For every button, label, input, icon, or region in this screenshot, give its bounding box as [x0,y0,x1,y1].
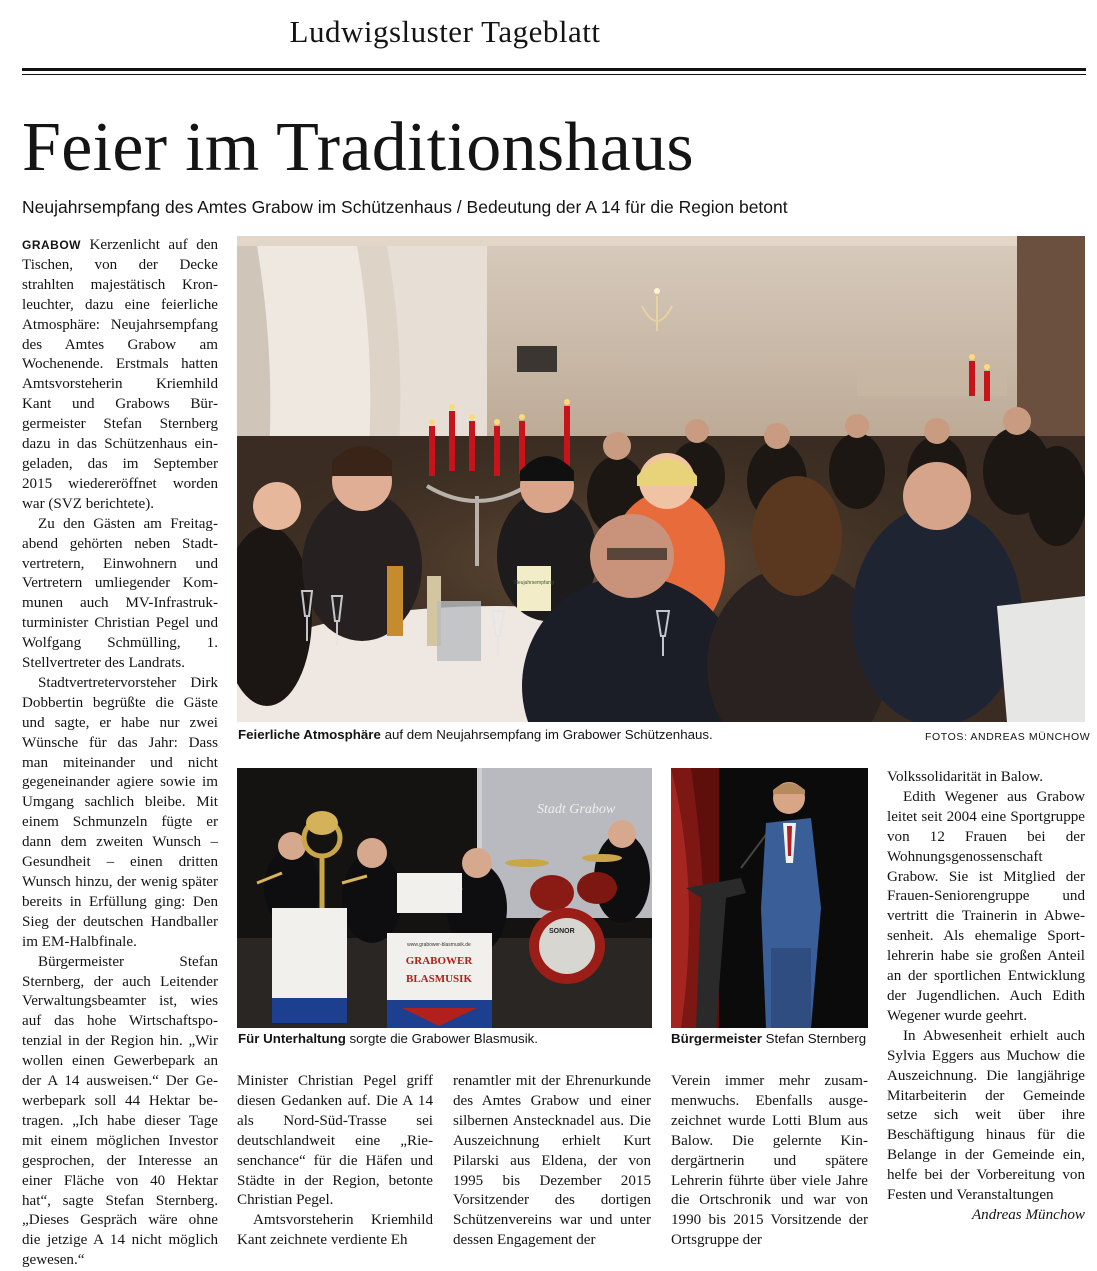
paragraph: GRABOW Kerzenlicht auf den Tischen, von der Decke strahlten majestätisch Kronleuchter, dazu eine feierliche Atmosphäre: Neujahrsempfang des Amtes Grabow am Wochenende. Erstmals hatten Amtsvorsteherin Kriemhild Kant und Grabows Bürgermeister Stefan Sternberg dazu in das Schützenhaus eingeladen, das im September 2015 wiedereröffnet worden war (SVZ berichtete). [22,237,218,512]
reception-image [237,236,1085,722]
photo-credit: FOTOS: ANDREAS MÜNCHOW [925,731,1091,743]
paragraph: Stadtvertretervorsteher Dirk Dobbertin begrüßte die Gäste und sagte, er habe nur zwei Wünsche für das Jahr: Dass man miteinander und nicht gegeneinander agiere sowie im Umgang sachlich bleibe. Mit einem Schmunzeln fügte er dann dem zweiten Wunsch – Gesundheit – einen dritten Wunsch hinzu, der wenig später bereits in Erfüllung ging: Den Sieg der deutschen Handballer im EM-Halbfinale. [22,674,218,950]
photo-caption-mayor: Bürgermeister Stefan Sternberg [671,1031,867,1046]
banner-text-bottom: BLASMUSIK [405,973,473,985]
paragraph: Verein immer mehr zusammenwuchs. Ebenfalls ausgezeichnet wurde Lotti Blum aus Balow. Die gelernte Kindergärtnerin und spätere Lehrerin führte über viele Jahre die Ortschronik und war von 1990 bis 2015 Vorsitzende der Ortsgruppe der [671,1073,868,1249]
article-column-4 [671,1072,868,1251]
banner-text-top: GRABOWER [405,955,473,967]
headline: Feier im Traditionshaus [22,109,694,186]
photo-reception [237,236,1085,722]
paragraph: Zu den Gästen am Freitagabend gehörten neben Stadtvertretern, Einwohnern und Vertretern umliegender Kommunen auch MV-Infrastrukturminister Christian Pegel und Wolfgang Schmülling, 1. Stellvertreter des Landrats. [22,515,218,672]
paragraph: In Abwesenheit erhielt auch Sylvia Eggers aus Muchow die Auszeichnung. Die langjährige Mitarbeiterin der Gemeinde setze sich weit über ihre Beschäftigung hinaus für die Belange in der Gemeinde ein, helfe bei der Vorbereitung von Festen und Veranstaltungen [887,1027,1085,1204]
photo-caption-reception: Feierliche Atmosphäre auf dem Neujahrsempfang im Grabower Schützenhaus. [238,727,713,742]
drum-brand: SONOR [549,928,575,935]
paragraph: Volkssolidarität in Balow. [887,769,1043,785]
table-sign [517,566,551,611]
paragraph: Amtsvorsteherin Kriemhild Kant zeichnete verdiente Eh [237,1212,433,1249]
paragraph: renamtler mit der Ehrenurkunde des Amtes Grabow und einer silbernen Anstecknadel aus. Die Auszeichnung erhielt Kurt Pilarski aus Eldena, der von 1995 bis Dezember 2015 Vorsitzender des dortigen Schützenvereins war und unter dessen Engagement der [453,1073,651,1249]
photo-mayor [671,768,868,1028]
paragraph: Edith Wegener aus Grabow leitet seit 2004 eine Sportgruppe von 12 Frauen bei der Wohnungsgenossenschaft Grabow. Sie ist Mitglied der Frauen-Seniorengruppe und vertritt die Trainerin in Abwesenheit. Als ehemalige Sportlehrerin habe sie großen Anteil an der sportlichen Entwicklung der Jugendlichen. Auch Edith Wegener wurde geehrt. [887,788,1085,1024]
masthead: Ludwigsluster Tageblatt [289,14,601,49]
article-column-1 [22,236,218,1271]
photo-band [237,768,652,1028]
mayor-image [671,768,868,1028]
band-image [237,768,652,1028]
backdrop-text: Stadt Grabow [537,802,616,817]
dateline: GRABOW [22,238,81,252]
paragraph: Bürgermeister Stefan Sternberg, der auch Leitender Verwaltungsbeamter ist, wies auf das hohe Wirtschaftspotenzial in der Region hin. „Wir wollen einen Gewerbepark an der A 14 ausweisen.“ Der Gewerbepark soll 44 Hektar betragen. „Ich habe dieser Tage mit einem möglichen Investor gesprochen, der Interesse an einer Fläche von 40 Hektar hat“, sagte Stefan Sternberg. „Dieses Gespräch wäre ohne die jetzige A 14 nicht möglich gewesen.“ [22,953,218,1269]
article-column-3 [453,1072,651,1251]
photo-caption-band: Für Unterhaltung sorgte die Grabower Blasmusik. [238,1031,538,1046]
masthead-rule [22,68,1086,71]
author-byline: Andreas Münchow [971,1206,1085,1223]
article-column-2 [237,1072,433,1251]
subheadline: Neujahrsempfang des Amtes Grabow im Schützenhaus / Bedeutung der A 14 für die Region betont [22,197,788,217]
paragraph: Minister Christian Pegel griff diesen Gedanken auf. Die A 14 als Nord-Süd-Trasse sei deutschlandweit eine „Riesenchance“ für die Häfen und Städte in der Region, betonte Christian Pegel. [237,1073,433,1209]
article-column-5 [887,768,1085,1226]
masthead-rule-thin [22,74,1086,75]
banner-url: www.grabower-blasmusik.de [407,942,471,948]
table-sign-text: Neujahrsempfang [514,580,554,586]
